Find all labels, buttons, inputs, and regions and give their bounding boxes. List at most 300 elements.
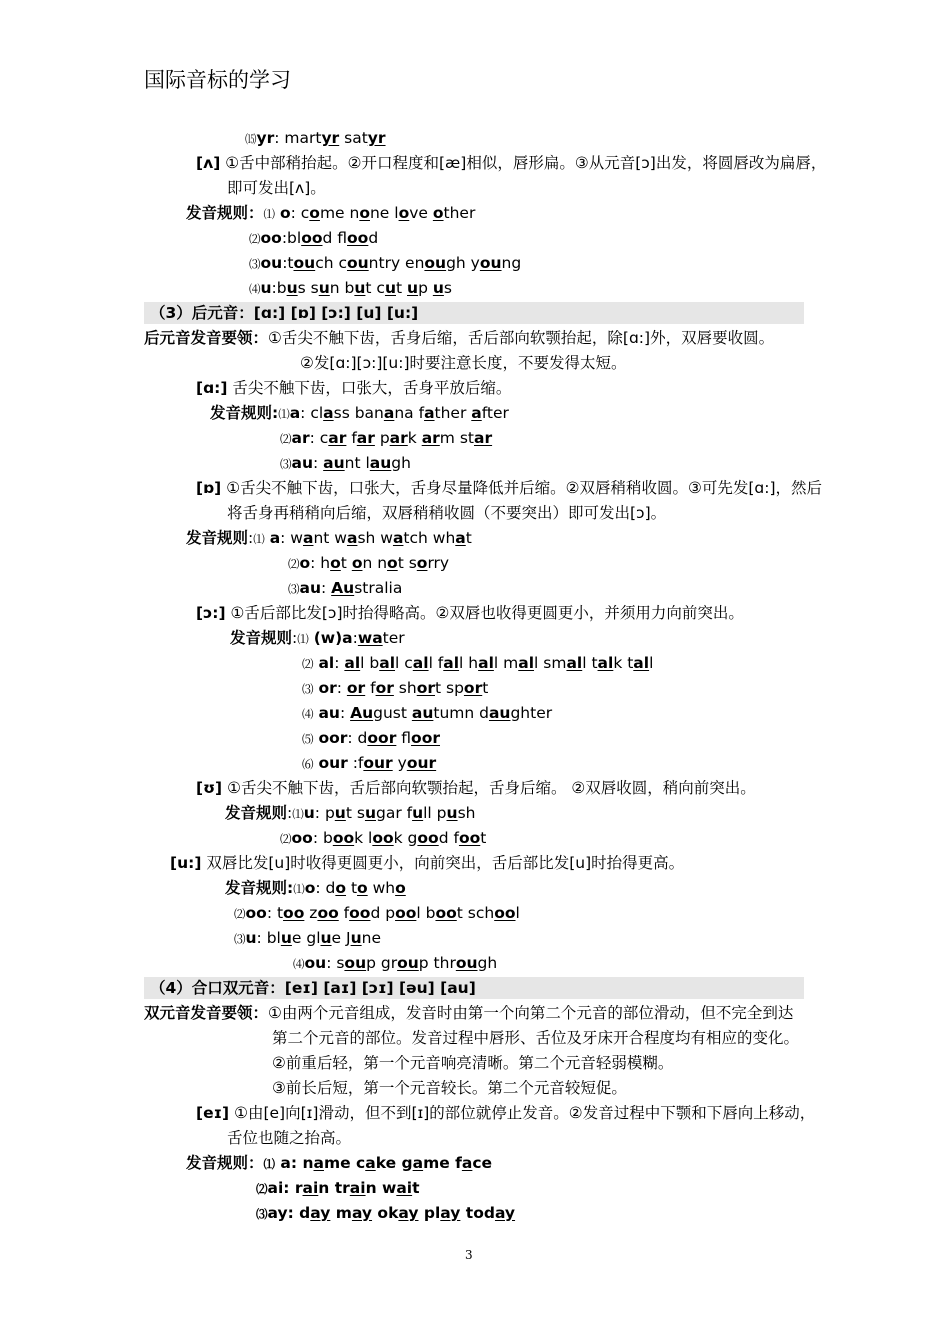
text-segment: 后元音发音要领： <box>144 329 269 347</box>
text-segment: a <box>346 529 358 547</box>
text-segment: : bl <box>256 929 281 947</box>
text-segment: u <box>364 804 376 822</box>
text-segment: ①由两个元音组成，发音时由第一个向第二个元音的部位滑动，但不完全到达 <box>268 1004 794 1022</box>
text-segment: n b <box>329 279 355 297</box>
text-segment: ke g <box>375 1154 413 1172</box>
text-line <box>272 1053 673 1073</box>
text-segment: o <box>387 554 398 572</box>
text-segment: oo <box>347 229 369 247</box>
text-segment: d p <box>370 904 396 922</box>
text-line <box>196 778 756 798</box>
text-segment: or <box>463 679 483 697</box>
text-segment: t <box>465 529 472 547</box>
text-segment: : c <box>309 429 329 447</box>
text-segment: ay <box>494 1204 516 1222</box>
text-segment: p <box>374 429 390 447</box>
text-segment: ou <box>346 254 369 272</box>
text-segment: me n <box>319 204 360 222</box>
text-segment: l b <box>416 904 436 922</box>
text-segment: au <box>299 579 321 597</box>
text-segment: l sm <box>534 654 567 672</box>
text-segment: oo <box>291 829 313 847</box>
text-segment: ar <box>421 429 440 447</box>
text-segment: or <box>375 679 394 697</box>
text-segment: : d <box>315 879 336 897</box>
text-segment: u <box>334 804 346 822</box>
text-segment: ①舌中部稍抬起。②开口程度和[æ]相似，唇形扁。③从元音[ɔ]出发，将圆唇改为扁唇， <box>220 154 827 172</box>
text-segment: ou <box>260 254 283 272</box>
text-segment: o <box>330 554 341 572</box>
text-segment: u <box>407 279 419 297</box>
text-segment: fl <box>396 729 412 747</box>
text-segment: our <box>318 754 348 772</box>
text-segment: z <box>304 904 318 922</box>
text-segment: ou <box>293 254 316 272</box>
text-segment: e gl <box>291 929 321 947</box>
text-segment: : <box>287 804 293 822</box>
text-segment: ther <box>443 204 476 222</box>
text-segment: ⑶ <box>234 932 246 946</box>
text-line <box>225 878 406 899</box>
text-segment: oo <box>301 229 323 247</box>
text-segment: k <box>407 429 422 447</box>
text-segment: u <box>245 929 257 947</box>
text-segment: ⑴ <box>293 882 305 896</box>
text-segment: Au <box>331 579 355 597</box>
text-segment: ⑶ <box>249 257 261 271</box>
text-segment: o <box>395 879 406 897</box>
text-segment: : <box>336 679 347 697</box>
text-segment: ⑴ <box>263 1157 276 1171</box>
text-segment: ⒂ <box>245 132 257 146</box>
text-segment: :bl <box>281 229 302 247</box>
text-segment: or <box>346 679 366 697</box>
text-segment: al <box>566 654 583 672</box>
text-segment: u <box>384 279 396 297</box>
text-line <box>230 628 405 649</box>
text-segment: ⑴ <box>278 407 290 421</box>
text-segment: ter <box>382 629 405 647</box>
text-segment: : c <box>290 204 310 222</box>
text-segment: gust <box>373 704 412 722</box>
text-segment: o <box>359 204 370 222</box>
text-line <box>234 903 520 924</box>
text-segment: p thr <box>418 954 456 972</box>
text-segment: [ɒ] <box>196 479 222 497</box>
text-segment: o <box>279 204 291 222</box>
text-segment: o <box>398 204 410 222</box>
text-line <box>280 453 411 474</box>
text-segment: ②前重后轻，第一个元音响亮清晰。第二个元音轻弱模糊。 <box>272 1054 674 1072</box>
text-segment: 双元音发音要领： <box>144 1004 269 1022</box>
text-line <box>196 153 826 173</box>
text-line <box>196 603 744 623</box>
text-line <box>249 253 521 274</box>
text-segment: t s <box>397 554 417 572</box>
text-segment: 发音规则 <box>230 629 293 647</box>
text-segment: ⑷ <box>293 957 305 971</box>
text-segment: n w <box>365 1179 397 1197</box>
text-segment: ⑵ <box>302 657 314 671</box>
text-segment: oo <box>494 904 516 922</box>
text-line <box>186 203 475 224</box>
text-segment: ghter <box>510 704 553 722</box>
text-line <box>225 803 475 824</box>
text-segment: o <box>299 554 311 572</box>
text-segment: ⑷ <box>302 707 314 721</box>
text-segment: o <box>309 204 320 222</box>
text-segment: or <box>416 679 435 697</box>
text-segment: t <box>480 829 487 847</box>
text-segment: ⑵ <box>280 832 292 846</box>
text-segment: sh <box>457 804 476 822</box>
text-segment: al <box>344 654 361 672</box>
text-segment: ⑶ <box>302 682 314 696</box>
text-segment: a <box>269 529 281 547</box>
text-line <box>280 428 492 449</box>
text-segment: ou <box>455 954 478 972</box>
text-segment: tod <box>460 1204 495 1222</box>
text-segment: ⑵ <box>256 1182 268 1196</box>
text-segment: : h <box>310 554 331 572</box>
text-segment: u <box>318 279 330 297</box>
text-segment: [ɔ:] <box>196 604 226 622</box>
text-line <box>302 703 552 724</box>
text-segment: a <box>289 404 301 422</box>
text-line <box>256 1203 515 1224</box>
text-segment: ntry en <box>368 254 425 272</box>
text-line <box>144 328 774 348</box>
text-segment: 发音规则 <box>186 529 249 547</box>
text-segment: u <box>303 804 315 822</box>
text-segment: o <box>351 554 363 572</box>
text-line <box>144 1003 793 1023</box>
text-segment: y <box>392 754 407 772</box>
text-segment: oor <box>318 729 348 747</box>
text-segment: ch c <box>315 254 347 272</box>
text-segment: t <box>412 1179 420 1197</box>
text-segment: ①舌后部比发[ɔ]时抬得略高。②双唇也收得更圆更小，并须用力向前突出。 <box>225 604 744 622</box>
text-segment: rry <box>427 554 450 572</box>
text-segment: [ɑ:] <box>196 379 228 397</box>
text-segment: : d <box>347 729 368 747</box>
text-segment: gh y <box>446 254 480 272</box>
text-segment: gh <box>477 954 498 972</box>
text-segment: a <box>392 529 404 547</box>
text-segment: （3）后元音：[ɑ:] [ɒ] [ɔ:] [u] [u:] <box>150 304 419 322</box>
text-segment: ay <box>440 1204 461 1222</box>
text-segment: o <box>304 879 316 897</box>
text-segment: l f <box>428 654 444 672</box>
text-segment: (w)a <box>313 629 353 647</box>
page-number: 3 <box>465 1248 473 1262</box>
text-segment: [eɪ] <box>196 1104 230 1122</box>
text-segment: ⑵ <box>280 432 292 446</box>
text-segment: 即可发出[ʌ]。 <box>227 179 326 197</box>
text-segment: ou <box>304 954 327 972</box>
text-line <box>186 528 472 549</box>
section-heading <box>150 978 476 998</box>
text-segment: fter <box>481 404 509 422</box>
text-segment: ay <box>398 1204 419 1222</box>
text-segment: 发音规则： <box>186 204 264 222</box>
text-segment: yr <box>256 129 275 147</box>
text-segment: ⑶ <box>280 457 292 471</box>
text-segment: au <box>369 454 392 472</box>
text-segment: ou <box>344 954 367 972</box>
text-line <box>288 578 402 599</box>
text-segment: p <box>418 279 433 297</box>
text-segment: f <box>338 904 350 922</box>
text-segment: l c <box>395 654 413 672</box>
text-line <box>300 353 627 373</box>
text-line <box>272 1078 627 1098</box>
text-segment: ①舌尖不触下齿，舌身后缩，舌后部向软颚抬起，除[ɑ:]外，双唇要收圆。 <box>268 329 775 347</box>
text-segment: oor <box>367 729 397 747</box>
text-segment: me f <box>423 1154 462 1172</box>
text-segment: pl <box>418 1204 441 1222</box>
text-line <box>227 503 666 523</box>
text-segment: u <box>286 279 298 297</box>
text-segment: a <box>313 1154 324 1172</box>
text-segment: t s <box>345 804 365 822</box>
text-segment: u <box>354 279 366 297</box>
text-segment: a <box>461 1154 473 1172</box>
text-segment: ou <box>479 254 502 272</box>
text-segment: a <box>365 1154 376 1172</box>
text-segment: f <box>365 679 376 697</box>
text-segment: wa <box>357 629 383 647</box>
text-segment: 发音规则: <box>210 404 279 422</box>
text-segment: ⑹ <box>302 757 314 771</box>
text-segment: ar <box>291 429 310 447</box>
text-segment: a: n <box>275 1154 314 1172</box>
text-segment: 发音规则: <box>225 879 294 897</box>
text-line <box>196 1103 815 1123</box>
text-segment: : b <box>312 829 333 847</box>
text-segment: ve <box>409 204 433 222</box>
text-segment: au <box>291 454 313 472</box>
text-segment: yr <box>321 129 340 147</box>
text-line <box>234 928 381 949</box>
text-segment: stralia <box>354 579 403 597</box>
text-segment: s s <box>297 279 319 297</box>
text-segment: d fl <box>322 229 348 247</box>
text-segment: : cl <box>300 404 324 422</box>
text-segment: au <box>323 454 345 472</box>
text-segment: f <box>346 429 357 447</box>
text-segment: n n <box>362 554 388 572</box>
text-segment: oor <box>411 729 440 747</box>
text-segment: ⑵ <box>249 232 261 246</box>
text-segment: : <box>321 579 332 597</box>
text-segment: ou <box>424 254 447 272</box>
text-segment: ther <box>434 404 472 422</box>
text-segment: ③前长后短，第一个元音较长。第二个元音较短促。 <box>272 1079 627 1097</box>
text-segment: tch wh <box>403 529 456 547</box>
text-segment: na f <box>394 404 425 422</box>
text-segment: nt l <box>344 454 370 472</box>
text-segment: our <box>406 754 437 772</box>
text-segment: l h <box>459 654 479 672</box>
text-segment: 第二个元音的部位。发音过程中唇形、舌位及牙床开合程度均有相应的变化。 <box>272 1029 800 1047</box>
text-segment: t <box>340 554 352 572</box>
text-segment: gh <box>391 454 411 472</box>
text-line <box>227 178 326 198</box>
text-segment: nt w <box>313 529 347 547</box>
text-segment: oo <box>395 904 417 922</box>
text-segment: gar f <box>375 804 413 822</box>
text-segment: 发音规则： <box>186 1154 264 1172</box>
text-line <box>302 753 436 774</box>
text-segment: l b <box>360 654 380 672</box>
text-segment: 舌位也随之抬高。 <box>227 1129 352 1147</box>
text-segment: t <box>482 679 489 697</box>
text-segment: o <box>335 879 347 897</box>
text-segment: u <box>412 804 424 822</box>
text-segment: al <box>443 654 460 672</box>
text-segment: ok <box>372 1204 399 1222</box>
text-segment: o <box>357 879 368 897</box>
text-segment: d f <box>438 829 459 847</box>
text-segment: ar <box>473 429 493 447</box>
text-segment: ①舌尖不触下齿，口张大，舌身尽量降低并后缩。②双唇稍稍收圆。③可先发[ɑ:]，然后 <box>221 479 823 497</box>
text-line <box>210 403 509 424</box>
text-segment: ss ban <box>333 404 384 422</box>
text-segment: [ʊ] <box>196 779 223 797</box>
text-segment: s <box>443 279 452 297</box>
text-segment: yr <box>367 129 386 147</box>
text-segment: oo <box>245 904 267 922</box>
text-segment: oo <box>458 829 481 847</box>
text-segment: : <box>334 654 345 672</box>
text-segment: l <box>515 904 520 922</box>
page-title: 国际音标的学习 <box>144 68 291 92</box>
text-segment: oo <box>417 829 439 847</box>
text-segment: ou <box>397 954 419 972</box>
text-segment: : w <box>280 529 303 547</box>
text-line <box>256 1178 420 1199</box>
text-segment: a <box>471 404 482 422</box>
text-segment: oo <box>317 904 339 922</box>
text-segment: ne l <box>369 204 399 222</box>
text-segment: al <box>478 654 494 672</box>
text-segment: ar <box>356 429 375 447</box>
text-segment: u <box>432 279 444 297</box>
text-segment: u <box>350 929 362 947</box>
text-segment: : t <box>266 904 284 922</box>
text-segment: ⑸ <box>302 732 314 746</box>
text-segment: ⑵ <box>288 557 300 571</box>
text-segment: Au <box>350 704 374 722</box>
text-segment: a <box>455 529 466 547</box>
text-segment: : s <box>326 954 345 972</box>
text-segment: ①由[e]向[ɪ]滑动，但不到[ɪ]的部位就停止发音。②发音过程中下颚和下唇向上移动， <box>229 1104 816 1122</box>
text-segment: 双唇比发[u]时收得更圆更小，向前突出，舌后部比发[u]时抬得更高。 <box>201 854 685 872</box>
text-segment: :t <box>282 254 294 272</box>
text-segment: t c <box>365 279 385 297</box>
text-segment: m <box>330 1204 352 1222</box>
text-segment: ay <box>351 1204 373 1222</box>
text-segment: sh w <box>357 529 393 547</box>
text-line <box>272 1028 799 1048</box>
text-segment: u <box>320 929 332 947</box>
text-segment: ar <box>328 429 347 447</box>
text-line <box>186 1153 492 1174</box>
text-line <box>196 378 511 398</box>
text-line <box>302 678 488 699</box>
text-segment: oo <box>372 829 394 847</box>
text-segment: al <box>412 654 429 672</box>
text-segment: k l <box>354 829 373 847</box>
text-segment: au <box>318 704 340 722</box>
text-segment: : <box>352 629 358 647</box>
text-segment: au <box>411 704 434 722</box>
text-segment: ne <box>361 929 382 947</box>
text-segment: u <box>260 279 272 297</box>
text-segment: [ʌ] <box>196 154 221 172</box>
text-segment: :b <box>271 279 287 297</box>
text-line <box>170 853 684 873</box>
text-segment: a <box>383 404 395 422</box>
text-segment: oo <box>349 904 371 922</box>
text-segment: ay <box>310 1204 331 1222</box>
text-line <box>249 278 452 299</box>
text-segment: oo <box>435 904 457 922</box>
text-segment: al <box>633 654 650 672</box>
text-segment: ⑶ <box>256 1207 268 1221</box>
text-segment: 发音规则 <box>225 804 288 822</box>
text-segment: m st <box>439 429 474 447</box>
text-segment: al <box>518 654 535 672</box>
text-line <box>288 553 449 574</box>
text-segment: al <box>318 654 335 672</box>
text-segment: ai <box>302 1179 319 1197</box>
text-line <box>196 478 822 498</box>
text-segment: ay: d <box>267 1204 311 1222</box>
text-segment: : <box>313 454 324 472</box>
text-segment: oo <box>332 829 355 847</box>
text-segment: : <box>292 629 298 647</box>
text-segment: ai <box>396 1179 413 1197</box>
text-segment: : mart <box>274 129 322 147</box>
text-segment: 将舌身再稍稍向后缩，双唇稍稍收圆（不要突出）即可发出[ɔ]。 <box>227 504 667 522</box>
text-segment: l m <box>493 654 519 672</box>
text-line <box>245 128 386 149</box>
text-segment: : <box>339 704 351 722</box>
text-segment: ai <box>349 1179 366 1197</box>
text-segment: : p <box>314 804 335 822</box>
text-segment: a <box>424 404 435 422</box>
section-heading <box>150 303 418 323</box>
text-segment: ⑵ <box>234 907 246 921</box>
text-segment: al <box>597 654 614 672</box>
text-segment: a <box>302 529 314 547</box>
text-segment: our <box>363 754 393 772</box>
text-segment: ng <box>501 254 522 272</box>
text-line <box>249 228 378 249</box>
text-segment: al <box>379 654 396 672</box>
text-segment: o <box>432 204 444 222</box>
text-segment: t sch <box>456 904 495 922</box>
text-line <box>227 1128 351 1148</box>
text-segment: d <box>368 229 379 247</box>
text-segment: e J <box>331 929 351 947</box>
text-segment: ⑴ <box>297 632 309 646</box>
text-segment: p gr <box>366 954 398 972</box>
text-segment: sh <box>393 679 417 697</box>
text-line <box>302 653 653 674</box>
